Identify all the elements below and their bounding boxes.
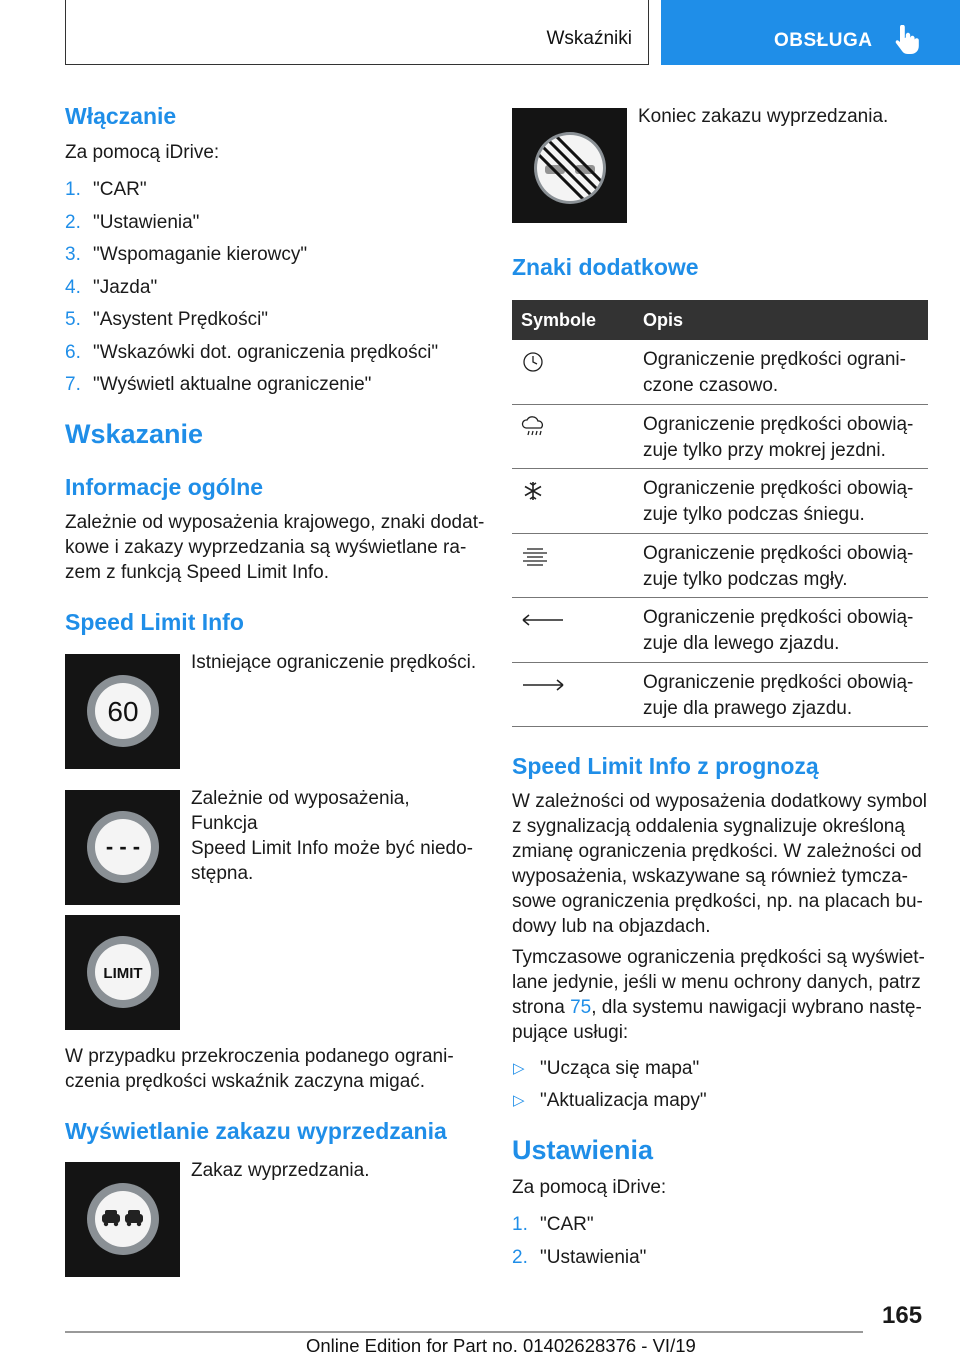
prognoza-paragraph-2: Tymczasowe ograniczenia prędkości są wyświet- lane jedynie, jeśli w menu ochrony danych, patrz strona 75, dla systemu nawigacji wybrano nastę- pujące usługi: xyxy=(512,947,925,1043)
ustawienia-steps xyxy=(512,1212,932,1277)
no-overtaking-image xyxy=(65,1162,180,1277)
list-item: 6. "Wskazówki dot. ograniczenia prędkości" xyxy=(65,341,439,363)
no-overtaking-caption: Zakaz wyprzedzania. xyxy=(191,1160,370,1181)
list-item: 3. "Wspomaganie kierowcy" xyxy=(65,244,308,265)
speed-warning-paragraph: W przypadku przekroczenia podanego ograni- czenia prędkości wskaźnik zaczyna migać. xyxy=(65,1046,454,1092)
fog-icon xyxy=(521,544,549,568)
list-item: ▷ "Ucząca się mapa" xyxy=(513,1058,700,1079)
header-section-box xyxy=(65,0,649,65)
svg-text:- - -: - - - xyxy=(105,834,141,859)
table-row: Ograniczenie prędkości obowią- zuje tylko podczas mgły. xyxy=(512,534,928,599)
list-item: 2. "Ustawienia" xyxy=(512,1246,647,1268)
table-row: Ograniczenie prędkości obowią- zuje tylko przy mokrej jezdni. xyxy=(512,405,928,470)
header-chapter-label: OBSŁUGA xyxy=(774,30,873,51)
column-header-description: Opis xyxy=(643,309,684,330)
table-row: Ograniczenie prędkości obowią- zuje tylko podczas śniegu. xyxy=(512,469,928,534)
speed-limit-unavailable-image xyxy=(65,790,180,905)
additional-signs-table xyxy=(512,300,928,727)
svg-text:LIMIT: LIMIT xyxy=(103,965,143,982)
page-link-75[interactable]: 75 xyxy=(570,997,592,1018)
wlaczanie-steps xyxy=(65,177,485,405)
heading-ustawienia: Ustawienia xyxy=(512,1135,654,1165)
wlaczanie-intro: Za pomocą iDrive: xyxy=(65,142,220,163)
list-item: 5. "Asystent Prędkości" xyxy=(65,309,269,330)
end-no-overtaking-caption: Koniec zakazu wyprzedzania. xyxy=(638,106,889,127)
list-item: 1. "CAR" xyxy=(512,1214,594,1235)
footer-divider xyxy=(65,1331,863,1333)
column-header-symbol: Symbole xyxy=(521,309,597,330)
table-row: Ograniczenie prędkości ograni- czone czasowo. xyxy=(512,340,928,405)
footer-edition: Online Edition for Part no. 01402628376 - VI/19 xyxy=(306,1335,696,1356)
heading-speed-limit-info: Speed Limit Info xyxy=(65,609,244,635)
bullet-triangle-icon: ▷ xyxy=(513,1092,525,1109)
list-item: 4. "Jazda" xyxy=(65,276,158,298)
rain-cloud-icon xyxy=(521,415,547,439)
list-item: 2. "Ustawienia" xyxy=(65,211,200,233)
heading-wskazanie: Wskazanie xyxy=(65,419,204,449)
table-header xyxy=(512,300,928,340)
prognoza-paragraph-1: W zależności od wyposażenia dodatkowy symbol z sygnalizacją oddalenia sygnalizuje określoną zmianę ograniczenia prędkości. W zależności od wyposażenia, wskazywane są również tymcza- sowe ograniczenia prędkości, np. na placach bu- dowy lub na objazdach. xyxy=(512,791,928,937)
end-no-overtaking-image xyxy=(512,108,627,223)
services-list xyxy=(512,1056,932,1120)
clock-icon xyxy=(521,350,545,374)
bullet-triangle-icon: ▷ xyxy=(513,1060,525,1077)
heading-zakaz-wyprzedzania: Wyświetlanie zakazu wyprzedzania xyxy=(65,1118,447,1144)
table-row: Ograniczenie prędkości obowią- zuje dla prawego zjazdu. xyxy=(512,663,928,728)
header-section-title: Wskaźniki xyxy=(546,28,632,49)
heading-informacje-ogolne: Informacje ogólne xyxy=(65,474,264,500)
heading-speed-limit-prognoza: Speed Limit Info z prognozą xyxy=(512,753,819,779)
svg-text:60: 60 xyxy=(107,696,139,727)
arrow-right-icon xyxy=(521,673,565,697)
speed-limit-60-caption: Istniejące ograniczenie prędkości. xyxy=(191,652,477,673)
speed-limit-60-image xyxy=(65,654,180,769)
ustawienia-intro: Za pomocą iDrive: xyxy=(512,1177,667,1198)
snowflake-icon xyxy=(521,479,545,503)
table-row: Ograniczenie prędkości obowią- zuje dla lewego zjazdu. xyxy=(512,598,928,663)
list-item: 1. "CAR" xyxy=(65,179,147,200)
speed-limit-limit-image xyxy=(65,915,180,1030)
speed-limit-unavailable-caption: Zależnie od wyposażenia, Funkcja Speed Limit Info może być niedo- stępna. xyxy=(191,788,473,884)
informacje-paragraph: Zależnie od wyposażenia krajowego, znaki dodat- kowe i zakazy wyprzedzania są wyświetlane ra- zem z funkcją Speed Limit Info. xyxy=(65,512,485,583)
page-number: 165 xyxy=(882,1302,923,1329)
list-item: 7. "Wyświetl aktualne ograniczenie" xyxy=(65,374,372,395)
list-item: ▷ "Aktualizacja mapy" xyxy=(513,1090,707,1111)
heading-wlaczanie: Włączanie xyxy=(65,103,177,129)
arrow-left-icon xyxy=(521,608,565,632)
header-chapter-tab[interactable] xyxy=(661,0,960,65)
heading-znaki-dodatkowe: Znaki dodatkowe xyxy=(512,254,699,280)
hand-pointer-icon xyxy=(894,25,920,55)
